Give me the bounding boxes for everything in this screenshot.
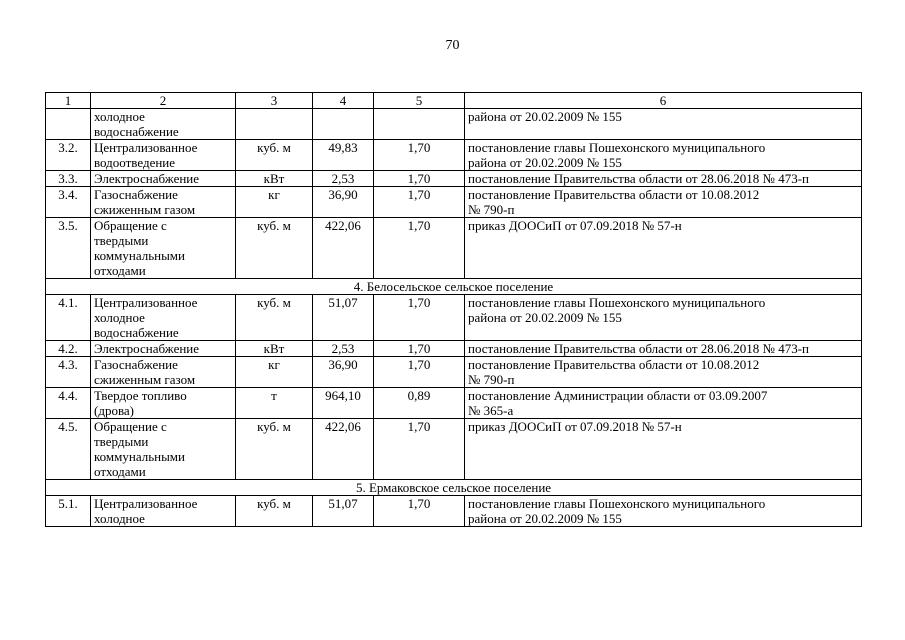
row-legal-basis: района от 20.02.2009 № 155 <box>465 109 862 140</box>
table-row <box>46 295 862 341</box>
row-coefficient <box>374 109 465 140</box>
row-unit <box>236 109 313 140</box>
row-number: 3.3. <box>46 171 91 187</box>
row-service-name: Электроснабжение <box>91 171 236 187</box>
row-number: 4.2. <box>46 341 91 357</box>
page-number: 70 <box>445 38 460 53</box>
row-number: 4.5. <box>46 419 91 480</box>
table-row <box>46 341 862 357</box>
tariff-table <box>45 92 862 527</box>
table-header-row <box>46 93 862 109</box>
row-norm-value: 964,10 <box>313 388 374 419</box>
row-unit: кВт <box>236 341 313 357</box>
row-unit: куб. м <box>236 496 313 527</box>
header-col-5: 5 <box>374 93 465 109</box>
row-norm-value: 51,07 <box>313 496 374 527</box>
row-unit: кг <box>236 357 313 388</box>
row-coefficient: 1,70 <box>374 295 465 341</box>
header-col-3: 3 <box>236 93 313 109</box>
header-col-2: 2 <box>91 93 236 109</box>
section-title: 4. Белосельское сельское поселение <box>46 279 862 295</box>
table-row <box>46 218 862 279</box>
row-number: 5.1. <box>46 496 91 527</box>
header-col-1: 1 <box>46 93 91 109</box>
header-col-4: 4 <box>313 93 374 109</box>
row-number: 4.4. <box>46 388 91 419</box>
row-coefficient: 1,70 <box>374 357 465 388</box>
row-number: 3.5. <box>46 218 91 279</box>
row-legal-basis: постановление Правительства области от 10.08.2012 № 790-п <box>465 187 862 218</box>
row-norm-value: 422,06 <box>313 218 374 279</box>
row-norm-value: 36,90 <box>313 357 374 388</box>
table-row <box>46 109 862 140</box>
row-unit: кг <box>236 187 313 218</box>
table-row <box>46 357 862 388</box>
row-number: 4.3. <box>46 357 91 388</box>
row-legal-basis: постановление Правительства области от 28.06.2018 № 473-п <box>465 171 862 187</box>
row-legal-basis: постановление главы Пошехонского муниципального района от 20.02.2009 № 155 <box>465 496 862 527</box>
table-row <box>46 187 862 218</box>
row-service-name: Централизованное водоотведение <box>91 140 236 171</box>
row-legal-basis: постановление Правительства области от 28.06.2018 № 473-п <box>465 341 862 357</box>
row-norm-value: 2,53 <box>313 171 374 187</box>
row-coefficient: 1,70 <box>374 496 465 527</box>
row-legal-basis: постановление Администрации области от 03.09.2007 № 365-а <box>465 388 862 419</box>
row-legal-basis: приказ ДООСиП от 07.09.2018 № 57-н <box>465 419 862 480</box>
row-service-name: Обращение с твердыми коммунальными отходами <box>91 419 236 480</box>
row-service-name: холодное водоснабжение <box>91 109 236 140</box>
table-row <box>46 496 862 527</box>
table-row <box>46 171 862 187</box>
row-coefficient: 1,70 <box>374 341 465 357</box>
row-unit: куб. м <box>236 419 313 480</box>
table-body <box>46 109 862 527</box>
row-unit: куб. м <box>236 140 313 171</box>
row-number: 3.2. <box>46 140 91 171</box>
row-service-name: Централизованное холодное водоснабжение <box>91 295 236 341</box>
row-service-name: Обращение с твердыми коммунальными отходами <box>91 218 236 279</box>
row-unit: куб. м <box>236 218 313 279</box>
section-row <box>46 279 862 295</box>
row-coefficient: 1,70 <box>374 171 465 187</box>
row-coefficient: 1,70 <box>374 218 465 279</box>
row-unit: т <box>236 388 313 419</box>
header-col-6: 6 <box>465 93 862 109</box>
row-unit: кВт <box>236 171 313 187</box>
section-row <box>46 480 862 496</box>
row-legal-basis: приказ ДООСиП от 07.09.2018 № 57-н <box>465 218 862 279</box>
table-row <box>46 388 862 419</box>
row-coefficient: 1,70 <box>374 140 465 171</box>
row-number: 4.1. <box>46 295 91 341</box>
row-norm-value: 51,07 <box>313 295 374 341</box>
row-service-name: Газоснабжение сжиженным газом <box>91 357 236 388</box>
section-title: 5. Ермаковское сельское поселение <box>46 480 862 496</box>
row-coefficient: 0,89 <box>374 388 465 419</box>
row-number: 3.4. <box>46 187 91 218</box>
row-service-name: Газоснабжение сжиженным газом <box>91 187 236 218</box>
row-legal-basis: постановление Правительства области от 10.08.2012 № 790-п <box>465 357 862 388</box>
row-norm-value: 36,90 <box>313 187 374 218</box>
row-legal-basis: постановление главы Пошехонского муниципального района от 20.02.2009 № 155 <box>465 295 862 341</box>
row-norm-value: 49,83 <box>313 140 374 171</box>
row-service-name: Электроснабжение <box>91 341 236 357</box>
row-norm-value <box>313 109 374 140</box>
row-coefficient: 1,70 <box>374 419 465 480</box>
row-norm-value: 422,06 <box>313 419 374 480</box>
row-number <box>46 109 91 140</box>
row-legal-basis: постановление главы Пошехонского муниципального района от 20.02.2009 № 155 <box>465 140 862 171</box>
row-norm-value: 2,53 <box>313 341 374 357</box>
row-unit: куб. м <box>236 295 313 341</box>
table-row <box>46 140 862 171</box>
row-service-name: Твердое топливо (дрова) <box>91 388 236 419</box>
row-coefficient: 1,70 <box>374 187 465 218</box>
table-row <box>46 419 862 480</box>
row-service-name: Централизованное холодное <box>91 496 236 527</box>
